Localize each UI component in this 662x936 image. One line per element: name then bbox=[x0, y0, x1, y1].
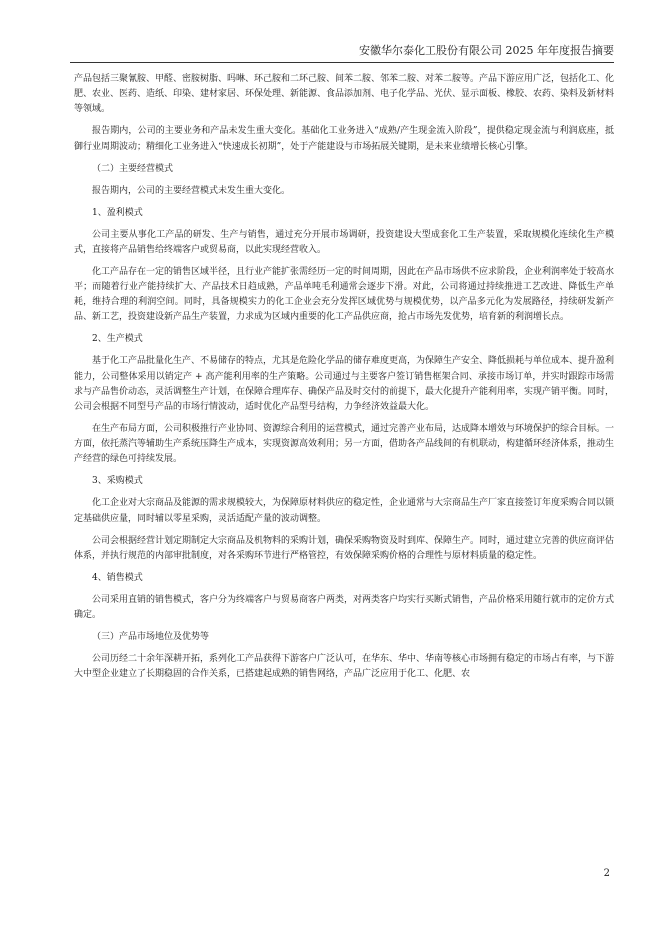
subheading-procurement-model: 3、采购模式 bbox=[92, 476, 143, 487]
document-body bbox=[74, 72, 614, 689]
paragraph-model-unchanged: 报告期内，公司的主要经营模式未发生重大变化。 bbox=[92, 185, 291, 196]
paragraph-market-position: 公司历经二十余年深耕开拓，系列化工产品获得下游客户广泛认可，在华东、华中、华南等核心市场拥有稳定的市场占有率，与下游大中型企业建立了长期稳固的合作关系，已搭建起成熟的销售网络，产品广泛应用于化工、化肥、农 bbox=[74, 654, 615, 680]
section-heading-market-position: （三）产品市场地位及优势等 bbox=[92, 632, 210, 643]
section-heading-business-model: （二）主要经营模式 bbox=[92, 163, 174, 174]
report-header-title: 安徽华尔泰化工股份有限公司 2025 年年度报告摘要 bbox=[359, 44, 614, 57]
paragraph-procurement-model-2: 公司会根据经营计划定期制定大宗商品及机物料的采购计划，确保采购物资及时到库、保障生产。同时，通过建立完善的供应商评估体系，并执行规范的内部审批制度，对各采购环节进行严格管控，有效保障采购价格的合理性与原材料质量的稳定性。 bbox=[74, 535, 615, 561]
paragraph-product-applications: 产品包括三聚氰胺、甲醛、密胺树脂、吗啉、环己胺和二环己胺、间苯二胺、邻苯二胺、对苯二胺等。产品下游应用广泛，包括化工、化肥、农业、医药、造纸、印染、建材家居、环保处理、新能源、食品添加剂、电子化学品、光伏、显示面板、橡胶、农药、染料及新材料等领域。 bbox=[74, 74, 615, 115]
paragraph-procurement-model-1: 化工企业对大宗商品及能源的需求规模较大，为保障原材料供应的稳定性，企业通常与大宗商品生产厂家直接签订年度采购合同以锁定基础供应量，同时辅以零星采购，灵活适配产量的波动调整。 bbox=[74, 498, 615, 524]
page-number: 2 bbox=[603, 868, 610, 879]
paragraph-production-model-1: 基于化工产品批量化生产、不易储存的特点，尤其是危险化学品的储存难度更高，为保障生产安全、降低损耗与单位成本、提升盈利能力，公司整体采用以销定产 + 高产能利用率的生产策略。公司通过与主要客户签订销售框架合同、承接市场订单，并实时跟踪市场需求与产品售价动态，灵活调整生产计划，在保障合理库存、确保产品及时交付的前提下，最大化提升产能利用率，实现产销平衡。同时，公司会根据不同型号产品的市场行情波动，适时优化产品型号结构，力争经济效益最大化。 bbox=[74, 356, 615, 413]
subheading-profit-model: 1、盈利模式 bbox=[92, 207, 143, 218]
subheading-production-model: 2、生产模式 bbox=[92, 334, 143, 345]
paragraph-profit-model-2: 化工产品存在一定的销售区域半径，且行业产能扩张需经历一定的时间周期，因此在产品市场供不应求阶段，企业利润率处于较高水平；而随着行业产能持续扩大、产品技术日趋成熟，产品单吨毛利通常会逐步下滑。对此，公司将通过持续推进工艺改进、降低生产单耗，维持合理的利润空间。同时，具备规模实力的化工企业会充分发挥区域优势与规模优势，以产品多元化为发展路径，持续研发新产品、新工艺，投资建设新产品生产装置，力求成为区域内重要的化工产品供应商，抢占市场先发优势，培育新的利润增长点。 bbox=[74, 266, 615, 323]
report-header bbox=[70, 44, 614, 63]
subheading-sales-model: 4、销售模式 bbox=[92, 572, 143, 583]
paragraph-business-stage: 报告期内，公司的主要业务和产品未发生重大变化。基础化工业务进入“成熟/产生现金流入阶段”，提供稳定现金流与利润底座，抵御行业周期波动；精细化工业务进入“快速成长初期”，处于产能建设与市场拓展关键期，是未来业绩增长核心引擎。 bbox=[74, 126, 614, 152]
paragraph-production-model-2: 在生产布局方面，公司积极推行产业协同、资源综合利用的运营模式，通过完善产业布局，达成降本增效与环境保护的综合目标。一方面，依托蒸汽等辅助生产系统压降生产成本，实现资源高效利用；另一方面，借助各产品线间的有机联动，构建循环经济体系，推动生产经营的绿色可持续发展。 bbox=[74, 424, 615, 465]
paragraph-profit-model-1: 公司主要从事化工产品的研发、生产与销售，通过充分开展市场调研，投资建设大型成套化工生产装置，采取规模化连续化生产模式，直接将产品销售给终端客户或贸易商，以此实现经营收入。 bbox=[74, 229, 614, 255]
paragraph-sales-model: 公司采用直销的销售模式，客户分为终端客户与贸易商客户两类，对两类客户均实行买断式销售，产品价格采用随行就市的定价方式确定。 bbox=[74, 594, 615, 621]
